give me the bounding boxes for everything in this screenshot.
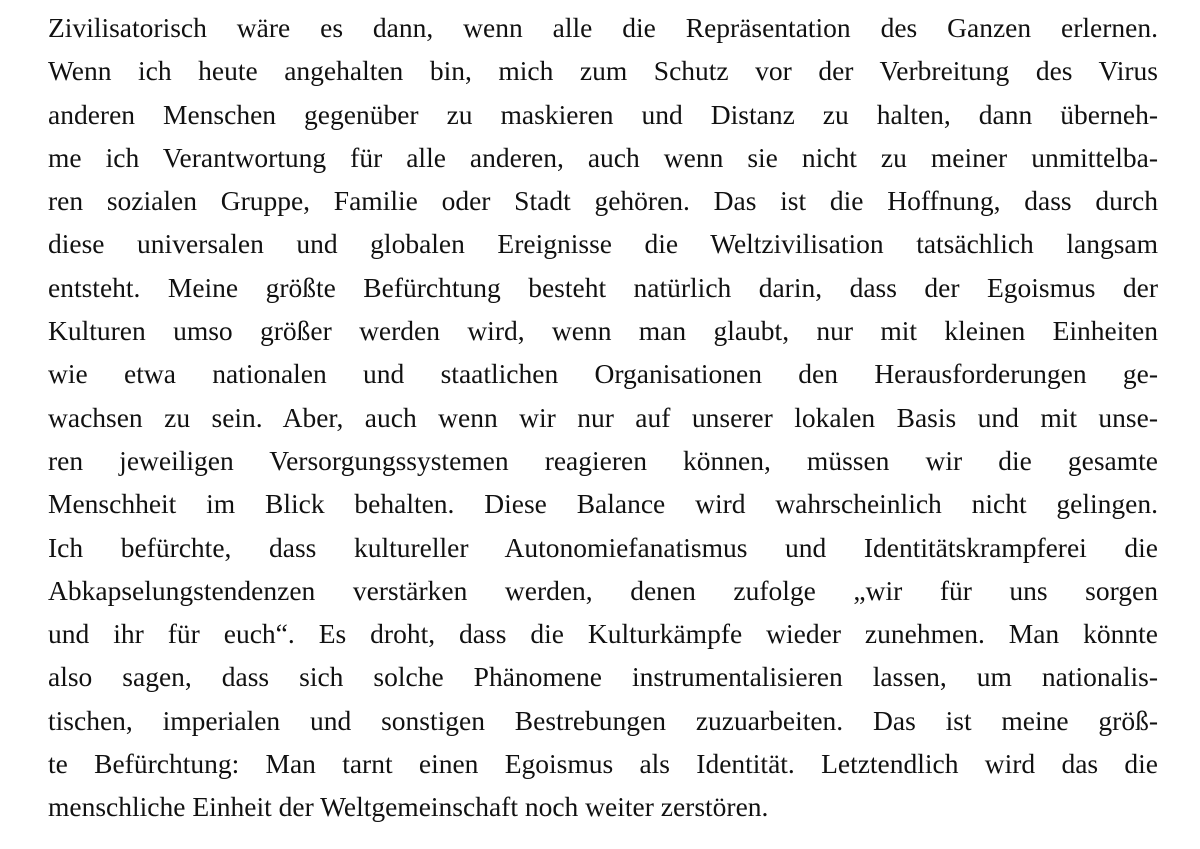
text-line: und ihr für euch“. Es droht, dass die Kulturkämpfe wieder zunehmen. Man könnte <box>48 618 1158 650</box>
text-line: Abkapselungstendenzen verstärken werden, denen zufolge „wir für uns sorgen <box>48 574 1158 606</box>
text-line: menschliche Einheit der Weltgemeinschaft noch weiter zerstören. <box>48 791 769 823</box>
text-line: ren jeweiligen Versorgungssystemen reagieren können, müssen wir die gesamte <box>48 444 1158 476</box>
body-paragraph <box>48 6 1158 829</box>
text-line: Kulturen umso größer werden wird, wenn man glaubt, nur mit kleinen Einheiten <box>48 315 1158 347</box>
text-line: entsteht. Meine größte Befürchtung besteht natürlich darin, dass der Egoismus der <box>48 271 1158 303</box>
text-line: Zivilisatorisch wäre es dann, wenn alle die Repräsentation des Ganzen erlernen. <box>48 12 1158 43</box>
text-line: te Befürchtung: Man tarnt einen Egoismus als Identität. Letztendlich wird das die <box>48 748 1158 780</box>
text-line: Wenn ich heute angehalten bin, mich zum Schutz vor der Verbreitung des Virus <box>48 55 1158 87</box>
text-page <box>48 6 1158 829</box>
text-line: Menschheit im Blick behalten. Diese Balance wird wahrscheinlich nicht gelingen. <box>48 488 1158 520</box>
text-line: me ich Verantwortung für alle anderen, auch wenn sie nicht zu meiner unmittelba- <box>48 141 1158 173</box>
text-line: wachsen zu sein. Aber, auch wenn wir nur auf unserer lokalen Basis und mit unse- <box>48 401 1158 433</box>
text-line: also sagen, dass sich solche Phänomene instrumentalisieren lassen, um nationalis- <box>48 661 1158 693</box>
text-line: diese universalen und globalen Ereignisse die Weltzivilisation tatsächlich langsam <box>48 228 1158 260</box>
text-line: anderen Menschen gegenüber zu maskieren und Distanz zu halten, dann überneh- <box>48 98 1158 130</box>
text-line: tischen, imperialen und sonstigen Bestrebungen zuzuarbeiten. Das ist meine größ- <box>48 704 1158 736</box>
text-line: Ich befürchte, dass kultureller Autonomiefanatismus und Identitätskrampferei die <box>48 531 1158 563</box>
text-line: ren sozialen Gruppe, Familie oder Stadt gehören. Das ist die Hoffnung, dass durch <box>48 185 1158 217</box>
text-line: wie etwa nationalen und staatlichen Organisationen den Herausforderungen ge- <box>48 358 1158 390</box>
